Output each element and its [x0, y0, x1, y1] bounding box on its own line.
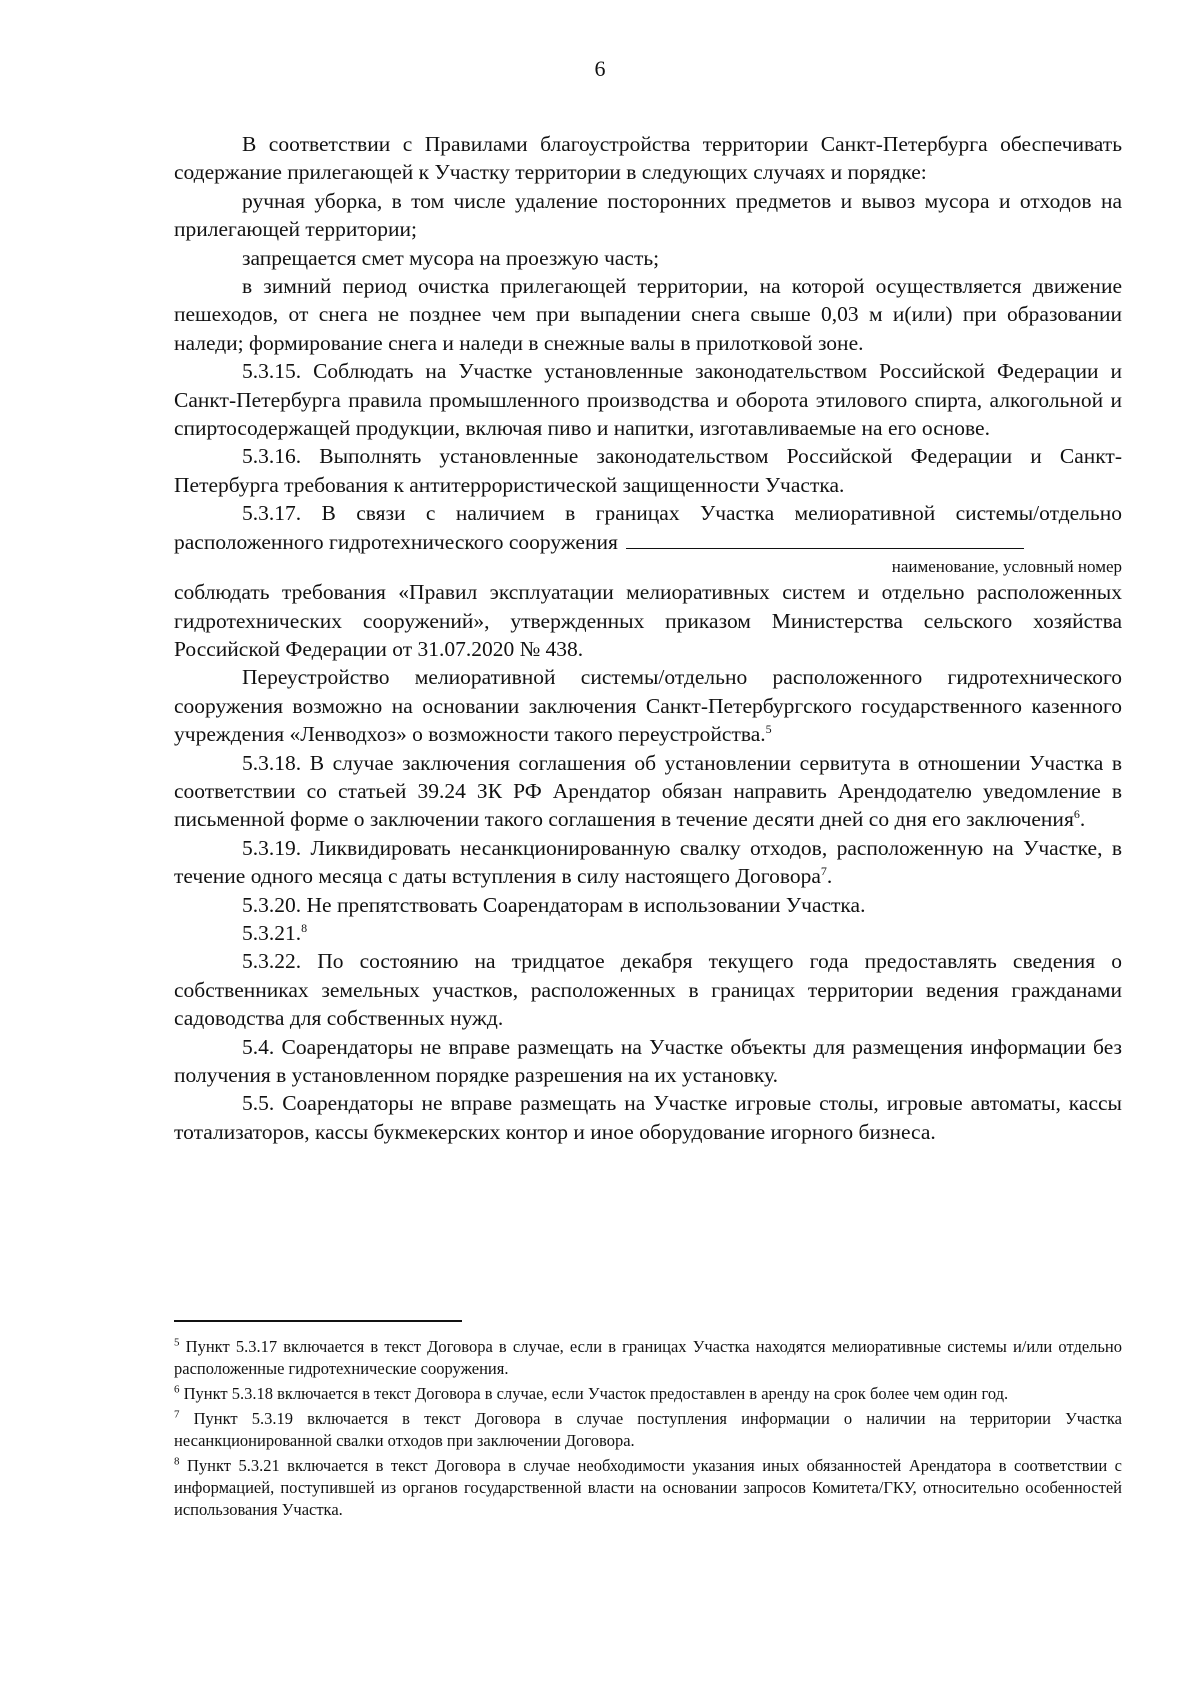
- paragraph-5-3-21: [174, 919, 1122, 947]
- paragraph-intro: В соответствии с Правилами благоустройства территории Санкт-Петербурга обеспечивать содержание прилегающей к Участку территории в следующих случаях и порядке:: [174, 132, 1122, 185]
- blank-underlabel: наименование, условный номер: [891, 557, 1122, 577]
- paragraph-5-3-21-text: 5.3.21.: [242, 920, 302, 945]
- paragraph-5-5: 5.5. Соарендаторы не вправе размещать на Участке игровые столы, игровые автоматы, кассы тотализаторов, кассы букмекерских контор и иное оборудование игорного бизнеса.: [174, 1091, 1122, 1144]
- paragraph-5-3-19: [174, 834, 1122, 891]
- paragraph-sweeping-ban: запрещается смет мусора на проезжую часть;: [242, 245, 660, 270]
- paragraph-reconstruction-text: Переустройство мелиоративной системы/отдельно расположенного гидротехнического сооружения возможно на основании заключения Санкт-Петербургского государственного казенного учреждения «Ленводхоз» о возможности такого переустройства.: [174, 665, 1122, 747]
- paragraph-winter-snow: в зимний период очистка прилегающей территории, на которой осуществляется движение пешеходов, от снега не позднее чем при выпадении снега свыше 0,03 м и(или) при образовании наледи; формирование снега и наледи в снежные валы в прилотковой зоне.: [174, 274, 1122, 355]
- footnotes: [174, 1336, 1122, 1524]
- document-body: [174, 130, 1122, 1146]
- footnote-text: Пункт 5.3.17 включается в текст Договора в случае, если в границах Участка находятся мелиоративные системы и/или отдельно расположенные гидротехнические сооружения.: [174, 1337, 1122, 1378]
- paragraph-5-3-17-text: 5.3.17. В связи с наличием в границах Участка мелиоративной системы/отдельно расположенного гидротехнического сооружения: [174, 501, 1122, 554]
- paragraph-5-3-22: 5.3.22. По состоянию на тридцатое декабря текущего года предоставлять сведения о собственниках земельных участков, расположенных в границах территории ведения гражданами садоводства для собственных нужд.: [174, 949, 1122, 1031]
- paragraph-5-3-15: 5.3.15. Соблюдать на Участке установленные законодательством Российской Федерации и Санкт-Петербурга правила промышленного производства и оборота этилового спирта, алкогольной и спиртосодержащей продукции, включая пиво и напитки, изготавливаемые на его основе.: [174, 359, 1122, 441]
- footnote-item: [174, 1383, 1122, 1405]
- paragraph-5-3-18-text: 5.3.18. В случае заключения соглашения об установлении сервитута в отношении Участка в соответствии со статьей 39.24 ЗК РФ Арендатор обязан направить Арендодателю уведомление в письменной форме о заключении такого соглашения в течение десяти дней со дня его заключения: [174, 750, 1122, 832]
- footnote-ref-6: 6: [1073, 807, 1080, 822]
- footnote-text: Пункт 5.3.21 включается в текст Договора в случае необходимости указания иных обязанностей Арендатора в соответствии с информацией, поступившей из органов государственной власти на основании запросов Комитета/ГКУ, относительно особенностей использования Участка.: [174, 1456, 1122, 1519]
- footnote-ref-5: 5: [765, 721, 772, 736]
- paragraph-5-3-20: 5.3.20. Не препятствовать Соарендаторам в использовании Участка.: [242, 892, 866, 917]
- paragraph-5-3-17: [174, 499, 1122, 556]
- fill-in-blank-line: [626, 548, 1024, 549]
- footnote-mark: 7: [174, 1408, 180, 1421]
- paragraph-melioration-rules: соблюдать требования «Правил эксплуатации мелиоративных систем и отдельно расположенных гидротехнических сооружений», утвержденных приказом Министерства сельского хозяйства Российской Федерации от 31.07.2020 № 438.: [174, 580, 1122, 661]
- paragraph-5-3-19-end: .: [826, 864, 833, 889]
- footnote-item: [174, 1455, 1122, 1521]
- paragraph-5-3-16: 5.3.16. Выполнять установленные законодательством Российской Федерации и Санкт-Петербурга требования к антитеррористической защищенности Участка.: [174, 444, 1122, 497]
- footnote-text: Пункт 5.3.18 включается в текст Договора в случае, если Участок предоставлен в аренду на срок более чем один год.: [183, 1384, 1009, 1403]
- footnote-item: [174, 1336, 1122, 1380]
- paragraph-5-4: 5.4. Соарендаторы не вправе размещать на Участке объекты для размещения информации без получения в установленном порядке разрешения на их установку.: [174, 1034, 1122, 1087]
- paragraph-5-3-18-end: .: [1079, 807, 1086, 832]
- paragraph-reconstruction: [174, 663, 1122, 748]
- paragraph-5-3-18: [174, 749, 1122, 834]
- footnote-mark: 6: [174, 1383, 180, 1396]
- footnote-mark: 5: [174, 1336, 180, 1349]
- footnote-item: [174, 1408, 1122, 1452]
- footnote-mark: 8: [174, 1455, 180, 1468]
- paragraph-5-3-19-text: 5.3.19. Ликвидировать несанкционированную свалку отходов, расположенную на Участке, в течение одного месяца с даты вступления в силу настоящего Договора: [174, 835, 1122, 889]
- footnote-ref-8: 8: [301, 920, 308, 935]
- page-number: 6: [594, 56, 606, 81]
- footnote-separator: [174, 1320, 462, 1322]
- paragraph-manual-cleaning: ручная уборка, в том числе удаление посторонних предметов и вывоз мусора и отходов на прилегающей территории;: [174, 188, 1122, 242]
- footnote-text: Пункт 5.3.19 включается в текст Договора в случае поступления информации о наличии на территории Участка несанкционированной свалки отходов при заключении Договора.: [174, 1409, 1123, 1450]
- footnote-ref-7: 7: [820, 864, 827, 878]
